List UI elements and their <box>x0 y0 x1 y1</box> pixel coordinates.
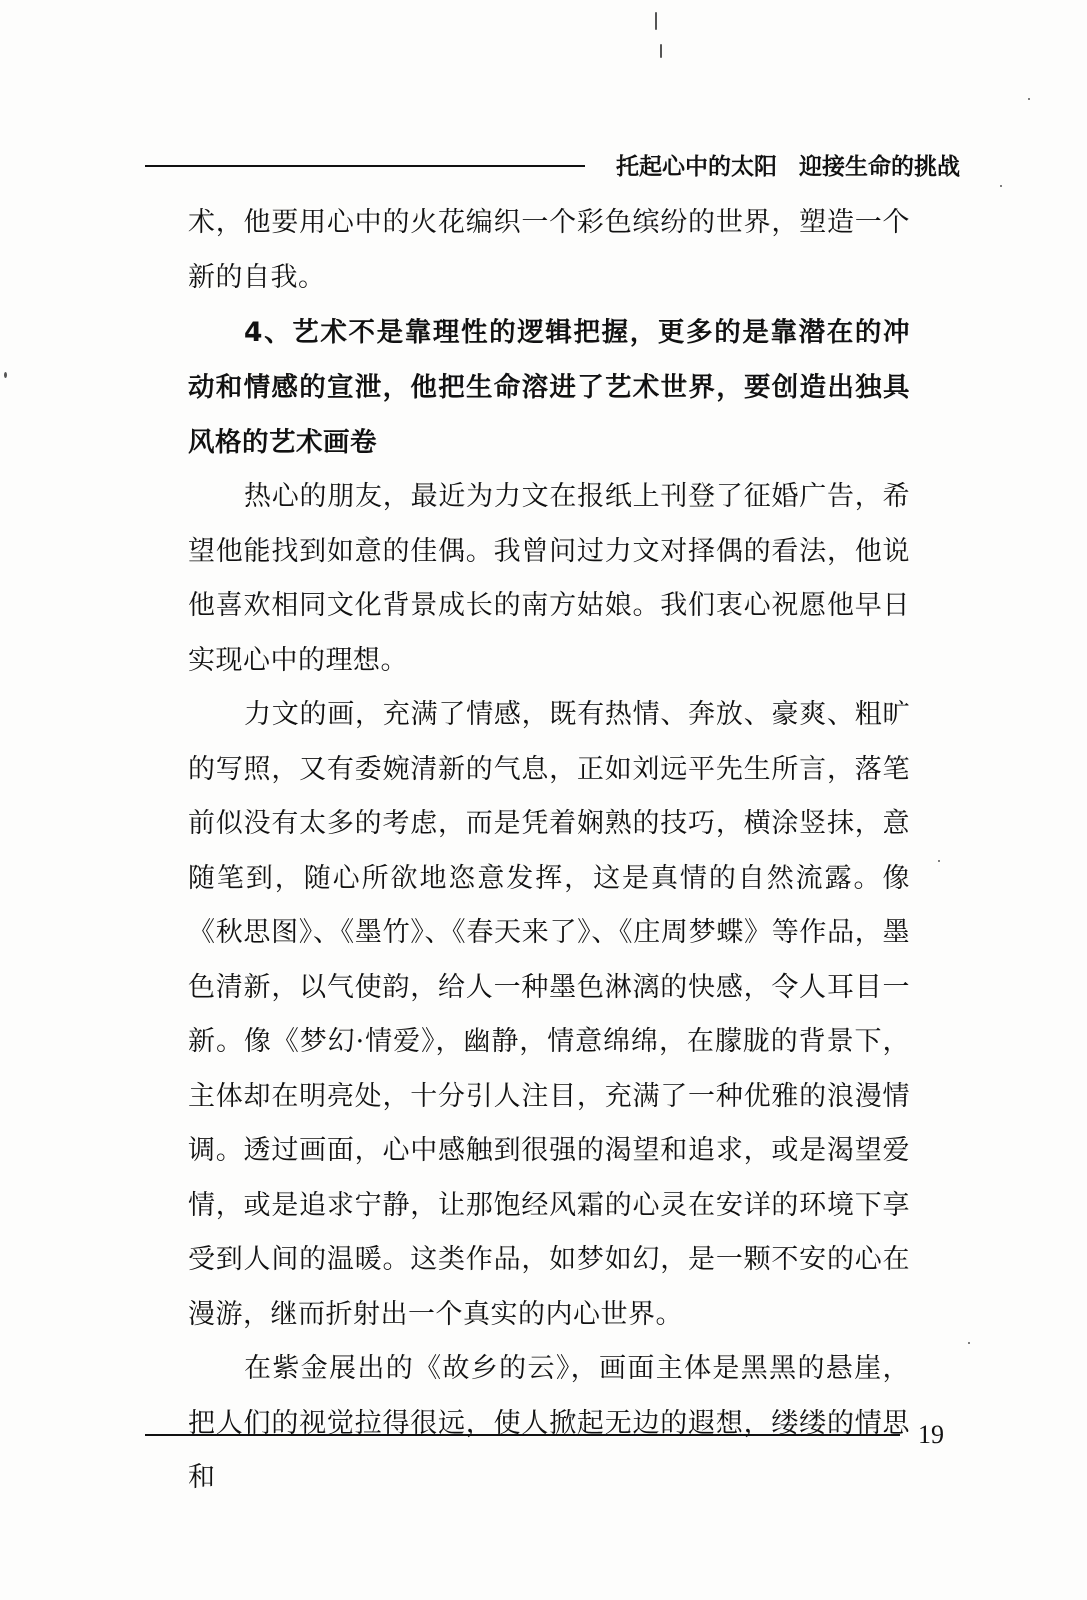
scan-speck <box>1000 185 1002 187</box>
scan-speck <box>4 372 7 378</box>
footer-rule <box>145 1434 900 1436</box>
running-header <box>145 150 960 190</box>
scan-speck <box>1028 98 1030 100</box>
paragraph: 在紫金展出的《故乡的云》，画面主体是黑黑的悬崖，把人们的视觉拉得很远，使人掀起无边的遐想，缕缕的情思和 <box>188 1353 910 1493</box>
scan-speck <box>660 44 662 58</box>
header-rule <box>145 165 585 167</box>
section-heading: 4、艺术不是靠理性的逻辑把握，更多的是靠潜在的冲动和情感的宣泄，他把生命溶进了艺术世界，要创造出独具风格的艺术画卷 <box>188 317 910 458</box>
header-title-part1: 托起心中的太阳 <box>616 154 777 180</box>
header-title-part2: 迎接生命的挑战 <box>799 154 960 180</box>
paragraph: 热心的朋友，最近为力文在报纸上刊登了征婚广告，希望他能找到如意的佳偶。我曾问过力文对择偶的看法，他说他喜欢相同文化背景成长的南方姑娘。我们衷心祝愿他早日实现心中的理想。 <box>188 481 910 676</box>
body-text <box>188 196 910 1506</box>
paragraph: 力文的画，充满了情感，既有热情、奔放、豪爽、粗旷的写照，又有委婉清新的气息，正如刘远平先生所言，落笔前似没有太多的考虑，而是凭着娴熟的技巧，横涂竖抹，意随笔到，随心所欲地恣意发挥，这是真情的自然流露。像《秋思图》、《墨竹》、《春天来了》、《庄周梦蝶》等作品，墨色清新，以气使韵，给人一种墨色淋漓的快感，令人耳目一新。像《梦幻·情爱》，幽静，情意绵绵，在朦胧的背景下，主体却在明亮处，十分引人注目，充满了一种优雅的浪漫情调。透过画面，心中感触到很强的渴望和追求，或是渴望爱情，或是追求宁静，让那饱经风霜的心灵在安详的环境下享受到人间的温暖。这类作品，如梦如幻，是一颗不安的心在漫游，继而折射出一个真实的内心世界。 <box>188 699 910 1330</box>
page-number: 19 <box>918 1420 944 1449</box>
running-header-title <box>616 150 960 184</box>
scan-speck <box>655 12 657 30</box>
paragraph-continuation: 术，他要用心中的火花编织一个彩色缤纷的世界，塑造一个新的自我。 <box>188 207 910 293</box>
scan-speck <box>968 1342 970 1344</box>
scan-speck <box>938 860 940 862</box>
